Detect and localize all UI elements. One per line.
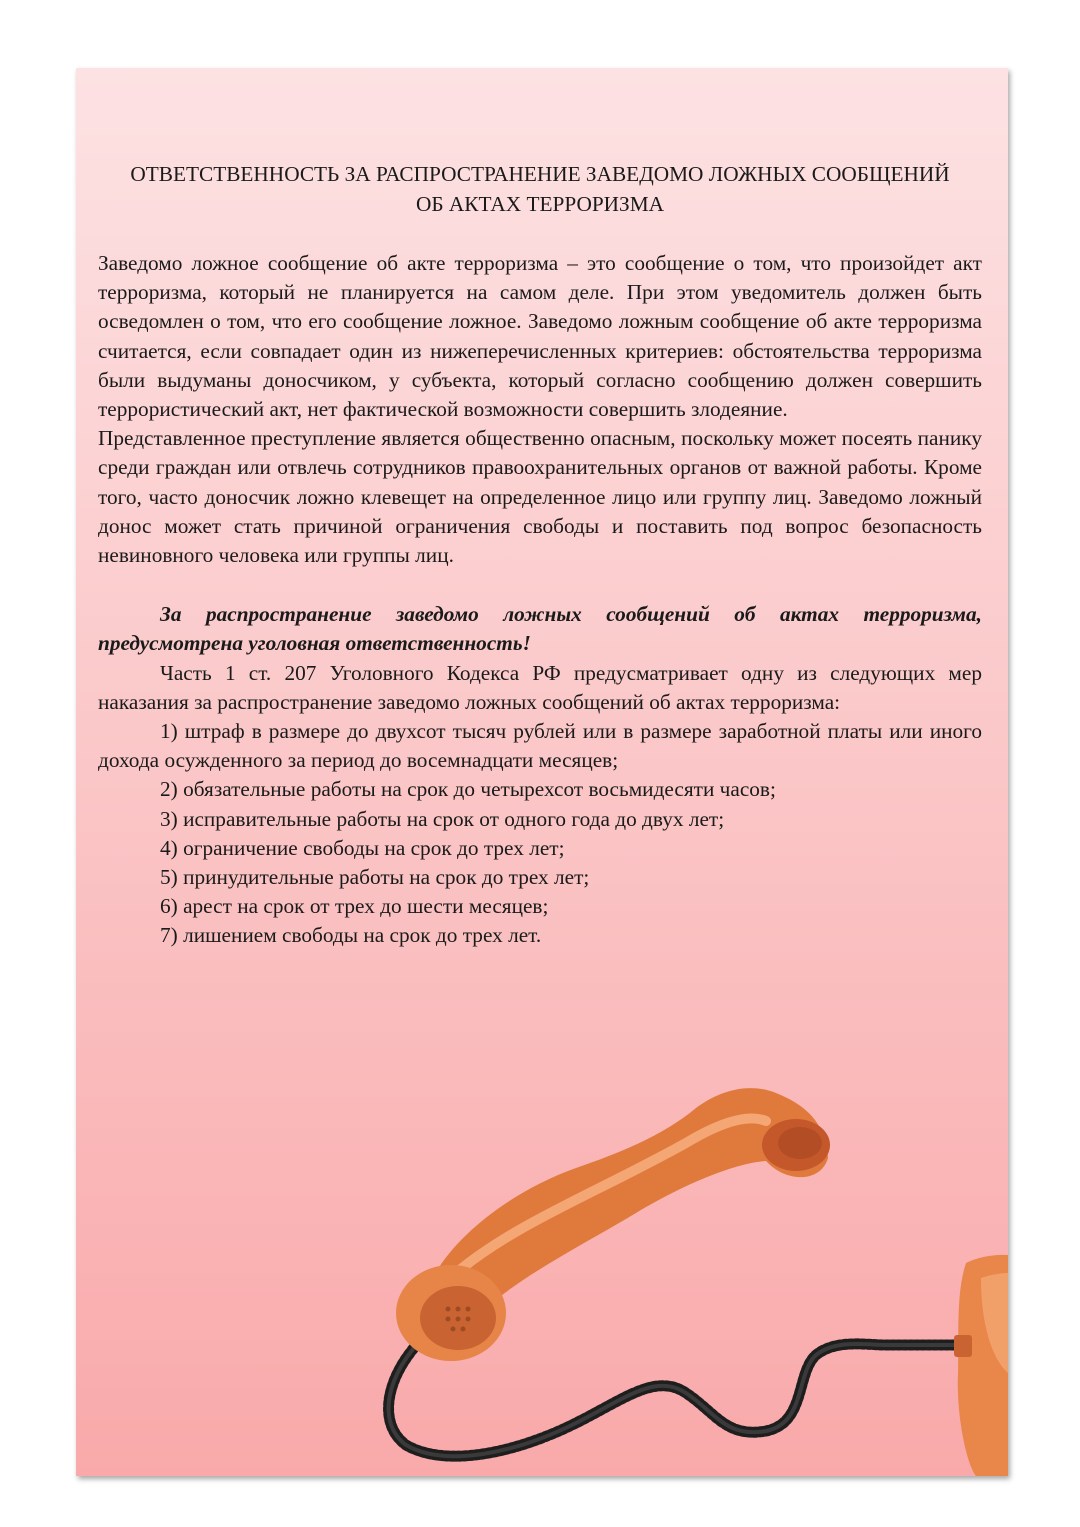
penalty-item: 6) арест на срок от трех до шести месяцев;: [160, 894, 549, 919]
penalties-intro: Часть 1 ст. 207 Уголовного Кодекса РФ предусматривает одну из следующих мер наказания за распространение заведомо ложных сообщений об актах терроризма:: [98, 660, 982, 714]
penalty-item: 4) ограничение свободы на срок до трех лет;: [160, 835, 565, 860]
handset: [396, 1088, 830, 1361]
telephone-handset-icon: [366, 1073, 1008, 1476]
penalties-list: [98, 717, 982, 951]
penalty-item: 3) исправительные работы на срок от одного года до двух лет;: [160, 806, 725, 831]
liability-warning: За распространение заведомо ложных сообщений об актах терроризма, предусмотрена уголовная ответственность!: [98, 602, 982, 656]
spacer: [98, 570, 982, 600]
definition-paragraph: Заведомо ложное сообщение об акте терроризма – это сообщение о том, что произойдет акт терроризма, который не планируется на самом деле. При этом уведомитель должен быть осведомлен о том, что его сообщение ложное. Заведомо ложным сообщение об акте терроризма считается, если совпадает один из нижеперечисленных критериев: обстоятельства терроризма были выдуманы доносчиком, у субъекта, который согласно сообщению должен совершить террористический акт, нет фактической возможности совершить злодеяние.: [98, 251, 982, 422]
phone-base: [954, 1255, 1008, 1476]
document-page: [76, 68, 1008, 1476]
penalty-item: 2) обязательные работы на срок до четырехсот восьмидесяти часов;: [160, 777, 776, 802]
document-body: [98, 160, 982, 951]
penalty-item: 5) принудительные работы на срок до трех лет;: [160, 865, 590, 890]
penalty-item: 1) штраф в размере до двухсот тысяч рублей или в размере заработной платы или иного дохода осужденного за период до восемнадцати месяцев;: [98, 719, 982, 773]
page-title: ОТВЕТСТВЕННОСТЬ ЗА РАСПРОСТРАНЕНИЕ ЗАВЕДОМО ЛОЖНЫХ СООБЩЕНИЙ ОБ АКТАХ ТЕРРОРИЗМА: [130, 162, 950, 216]
danger-paragraph: Представленное преступление является общественно опасным, поскольку может посеять панику среди граждан или отвлечь сотрудников правоохранительных органов от важной работы. Кроме того, часто доносчик ложно клевещет на определенное лицо или группу лиц. Заведомо ложный донос может стать причиной ограничения свободы и поставить под вопрос безопасность невиновного человека или группы лиц.: [98, 426, 982, 568]
penalty-item: 7) лишением свободы на срок до трех лет.: [160, 923, 542, 948]
